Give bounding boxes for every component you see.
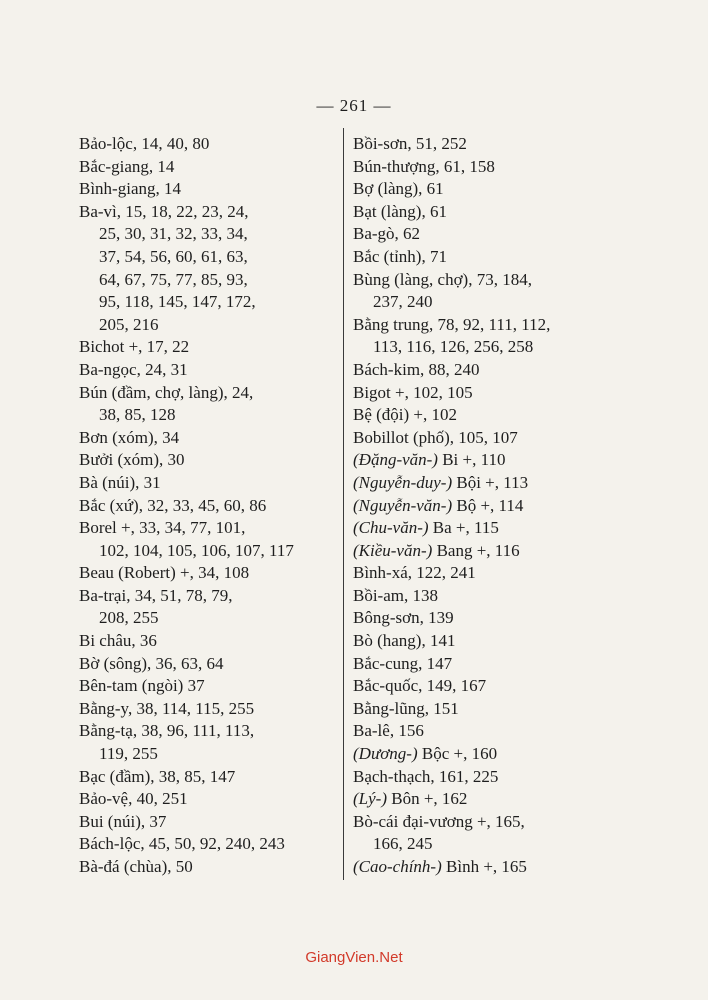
index-entry bbox=[79, 133, 333, 156]
entry-text: 166, 245 bbox=[373, 834, 433, 854]
entry-text: Bồi-am, 138 bbox=[353, 585, 438, 605]
index-entry bbox=[353, 653, 615, 676]
entry-text: Bò (hang), 141 bbox=[353, 631, 456, 651]
index-entry bbox=[353, 269, 615, 292]
index-entry bbox=[79, 246, 333, 269]
index-entry bbox=[79, 269, 333, 292]
entry-text: Bạt (làng), 61 bbox=[353, 201, 447, 221]
index-entry bbox=[79, 811, 333, 834]
index-entry bbox=[79, 517, 333, 540]
entry-text: 237, 240 bbox=[373, 292, 433, 312]
index-entry bbox=[353, 788, 615, 811]
index-entry bbox=[79, 382, 333, 405]
entry-text: 113, 116, 126, 256, 258 bbox=[373, 337, 534, 357]
index-entry bbox=[79, 336, 333, 359]
entry-text: Ba-gò, 62 bbox=[353, 224, 421, 244]
index-entry bbox=[79, 766, 333, 789]
entry-text: Bông-sơn, 139 bbox=[353, 608, 454, 628]
entry-text: Bôn +, 162 bbox=[386, 789, 468, 809]
index-entry bbox=[353, 856, 615, 879]
index-entry bbox=[353, 223, 615, 246]
entry-text: Bún-thượng, 61, 158 bbox=[353, 156, 495, 176]
index-entry bbox=[79, 720, 333, 743]
index-column-left bbox=[79, 133, 333, 879]
entry-prefix: (Đặng-văn-) bbox=[353, 450, 438, 470]
entry-prefix: (Dương-) bbox=[353, 744, 418, 764]
index-entry bbox=[79, 788, 333, 811]
entry-text: 37, 54, 56, 60, 61, 63, bbox=[99, 246, 248, 266]
entry-text: Bằng-lũng, 151 bbox=[353, 698, 459, 718]
entry-text: Ba +, 115 bbox=[428, 518, 499, 538]
index-entry bbox=[353, 314, 615, 337]
entry-text: Bắc-giang, 14 bbox=[79, 156, 175, 176]
index-entry bbox=[353, 156, 615, 179]
index-entry bbox=[79, 698, 333, 721]
entry-text: Bình +, 165 bbox=[441, 857, 527, 876]
index-entry bbox=[79, 653, 333, 676]
index-entry bbox=[353, 336, 615, 359]
entry-text: 119, 255 bbox=[99, 744, 158, 764]
entry-text: Bằng-y, 38, 114, 115, 255 bbox=[79, 698, 255, 718]
index-entry bbox=[353, 811, 615, 834]
index-entry bbox=[79, 178, 333, 201]
entry-text: Bên-tam (ngòi) 37 bbox=[79, 676, 205, 696]
entry-text: Bắc (xứ), 32, 33, 45, 60, 86 bbox=[79, 495, 267, 515]
entry-text: Bách-kim, 88, 240 bbox=[353, 359, 480, 379]
entry-text: Bùng (làng, chợ), 73, 184, bbox=[353, 269, 532, 289]
index-entry bbox=[79, 675, 333, 698]
entry-text: 38, 85, 128 bbox=[99, 405, 176, 425]
entry-text: Bắc (tỉnh), 71 bbox=[353, 246, 447, 266]
index-entry bbox=[353, 404, 615, 427]
entry-text: 25, 30, 31, 32, 33, 34, bbox=[99, 224, 248, 244]
index-entry bbox=[353, 178, 615, 201]
entry-text: Ba-trại, 34, 51, 78, 79, bbox=[79, 585, 233, 605]
entry-text: Bò-cái đại-vương +, 165, bbox=[353, 811, 525, 831]
index-column-right bbox=[353, 133, 615, 879]
index-entry bbox=[79, 562, 333, 585]
entry-prefix: (Nguyễn-duy-) bbox=[353, 472, 453, 492]
index-entry bbox=[79, 743, 333, 766]
entry-text: Bigot +, 102, 105 bbox=[353, 382, 473, 402]
entry-prefix: (Chu-văn-) bbox=[353, 518, 429, 538]
entry-prefix: (Cao-chính-) bbox=[353, 857, 442, 876]
entry-text: Bơn (xóm), 34 bbox=[79, 427, 180, 447]
index-entry bbox=[353, 562, 615, 585]
index-entry bbox=[353, 359, 615, 382]
index-entry bbox=[353, 675, 615, 698]
entry-text: 102, 104, 105, 106, 107, 117 bbox=[99, 540, 294, 560]
index-entry bbox=[79, 291, 333, 314]
entry-text: Bộ +, 114 bbox=[452, 495, 524, 515]
index-entry bbox=[79, 833, 333, 856]
entry-text: Bội +, 113 bbox=[452, 472, 529, 492]
index-entry bbox=[353, 720, 615, 743]
index-entry bbox=[353, 743, 615, 766]
index-entry bbox=[353, 449, 615, 472]
index-entry bbox=[79, 156, 333, 179]
entry-text: Ba-vì, 15, 18, 22, 23, 24, bbox=[79, 201, 249, 221]
index-entry bbox=[79, 495, 333, 518]
index-entry bbox=[353, 382, 615, 405]
index-entry bbox=[79, 449, 333, 472]
index-entry bbox=[353, 495, 615, 518]
entry-text: Bichot +, 17, 22 bbox=[79, 337, 190, 357]
entry-text: Bờ (sông), 36, 63, 64 bbox=[79, 653, 224, 673]
index-entry bbox=[353, 698, 615, 721]
index-entry bbox=[79, 856, 333, 879]
index-entry bbox=[79, 540, 333, 563]
index-entry bbox=[79, 607, 333, 630]
entry-text: Bằng trung, 78, 92, 111, 112, bbox=[353, 314, 551, 334]
entry-prefix: (Nguyễn-văn-) bbox=[353, 495, 453, 515]
page-number: — 261 — bbox=[316, 96, 392, 115]
entry-text: Bi châu, 36 bbox=[79, 631, 157, 651]
index-entry bbox=[79, 201, 333, 224]
entry-text: Ba-ngọc, 24, 31 bbox=[79, 359, 188, 379]
entry-text: Bình-giang, 14 bbox=[79, 179, 181, 199]
index-entry bbox=[353, 585, 615, 608]
entry-text: Bắc-cung, 147 bbox=[353, 653, 453, 673]
watermark-footer: GiangVien.Net bbox=[305, 949, 403, 966]
entry-text: Bợ (làng), 61 bbox=[353, 179, 444, 199]
entry-text: Bi +, 110 bbox=[437, 450, 506, 470]
index-entry bbox=[79, 404, 333, 427]
entry-text: Bạch-thạch, 161, 225 bbox=[353, 766, 499, 786]
index-entry bbox=[353, 607, 615, 630]
index-entry bbox=[353, 427, 615, 450]
entry-text: Bộc +, 160 bbox=[417, 744, 498, 764]
entry-text: Bobillot (phố), 105, 107 bbox=[353, 427, 518, 447]
index-entry bbox=[353, 133, 615, 156]
entry-text: Bang +, 116 bbox=[432, 540, 520, 560]
entry-text: Bà (núi), 31 bbox=[79, 472, 161, 492]
index-entry bbox=[353, 766, 615, 789]
index-entry bbox=[353, 201, 615, 224]
index-entry bbox=[79, 359, 333, 382]
entry-text: Bạc (đầm), 38, 85, 147 bbox=[79, 766, 236, 786]
entry-text: Bui (núi), 37 bbox=[79, 811, 167, 831]
entry-text: 64, 67, 75, 77, 85, 93, bbox=[99, 269, 248, 289]
entry-text: Bà-đá (chùa), 50 bbox=[79, 857, 193, 876]
entry-text: Beau (Robert) +, 34, 108 bbox=[79, 563, 250, 583]
entry-text: Bắc-quốc, 149, 167 bbox=[353, 676, 487, 696]
entry-text: Bảo-lộc, 14, 40, 80 bbox=[79, 134, 210, 153]
entry-text: 205, 216 bbox=[99, 314, 159, 334]
entry-text: Borel +, 33, 34, 77, 101, bbox=[79, 518, 246, 538]
index-entry bbox=[79, 427, 333, 450]
index-entry bbox=[353, 517, 615, 540]
entry-text: Bình-xá, 122, 241 bbox=[353, 563, 476, 583]
entry-text: 208, 255 bbox=[99, 608, 159, 628]
index-entry bbox=[353, 291, 615, 314]
entry-text: Bệ (đội) +, 102 bbox=[353, 405, 458, 425]
entry-text: Ba-lê, 156 bbox=[353, 721, 424, 741]
index-entry bbox=[79, 472, 333, 495]
index-entry bbox=[353, 246, 615, 269]
index-entry bbox=[353, 472, 615, 495]
index-entry bbox=[79, 223, 333, 246]
entry-text: Bún (đầm, chợ, làng), 24, bbox=[79, 382, 254, 402]
index-entry bbox=[353, 833, 615, 856]
index-entry bbox=[79, 585, 333, 608]
index-entry bbox=[79, 314, 333, 337]
entry-prefix: (Kiều-văn-) bbox=[353, 540, 433, 560]
entry-text: 95, 118, 145, 147, 172, bbox=[99, 292, 256, 312]
column-divider bbox=[343, 128, 344, 880]
entry-prefix: (Lý-) bbox=[353, 789, 387, 809]
entry-text: Bằng-tạ, 38, 96, 111, 113, bbox=[79, 721, 255, 741]
index-entry bbox=[353, 540, 615, 563]
index-entry bbox=[353, 630, 615, 653]
entry-text: Bưởi (xóm), 30 bbox=[79, 450, 185, 470]
entry-text: Bảo-vệ, 40, 251 bbox=[79, 789, 188, 809]
index-entry bbox=[79, 630, 333, 653]
entry-text: Bách-lộc, 45, 50, 92, 240, 243 bbox=[79, 834, 285, 854]
entry-text: Bồi-sơn, 51, 252 bbox=[353, 134, 467, 153]
